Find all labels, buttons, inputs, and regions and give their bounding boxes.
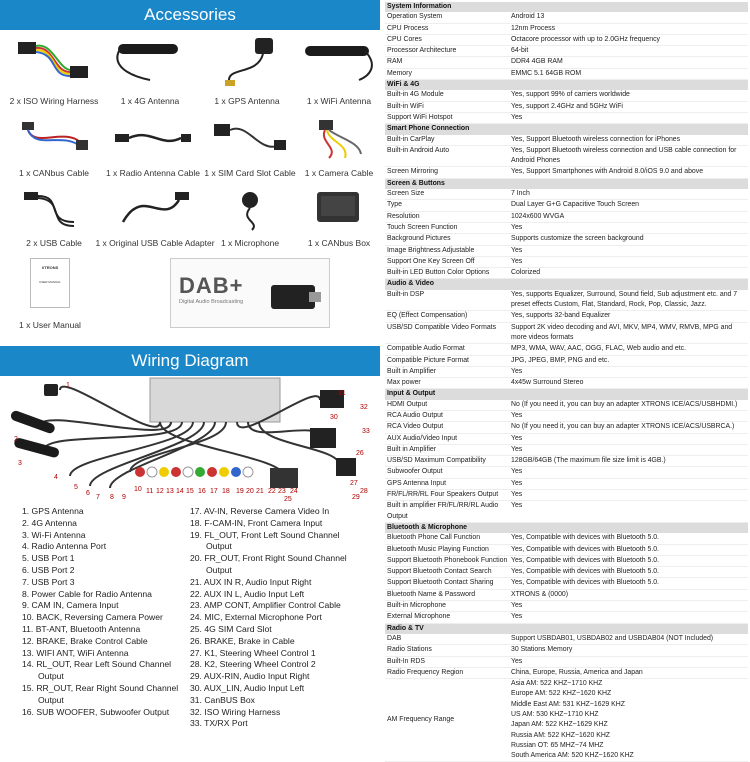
legend-item: Output	[38, 671, 64, 682]
diagram-number: 7	[96, 494, 100, 501]
spec-value: 64-bit	[511, 47, 529, 55]
spec-row	[385, 344, 748, 355]
spec-value: 128GB/64GB (The maximum file size limit is 4GB.)	[511, 457, 666, 465]
spec-key: DAB	[387, 634, 402, 642]
user-manual-image	[30, 258, 70, 308]
manual-title: USER MANUAL	[39, 280, 61, 284]
manual-brand: XTRONS	[41, 265, 59, 270]
legend-item: 11. BT-ANT, Bluetooth Antenna	[22, 623, 141, 634]
accessory-label: 2 x ISO Wiring Harness	[9, 96, 99, 106]
legend-item: 7. USB Port 3	[22, 576, 75, 587]
4g-antenna-image	[110, 36, 190, 88]
spec-section-header: Screen & Buttons	[385, 179, 748, 189]
spec-row	[385, 223, 748, 234]
spec-key: Built-in CarPlay	[387, 135, 435, 143]
spec-row	[385, 69, 748, 80]
spec-row	[385, 545, 748, 556]
legend-item: 5. USB Port 1	[22, 553, 75, 564]
spec-value: Yes	[511, 367, 523, 375]
spec-key: RAM	[387, 58, 403, 66]
spec-value: Yes	[511, 479, 523, 487]
spec-row	[385, 311, 748, 322]
accessory-gps-antenna	[205, 36, 289, 106]
legend-item: 28. K2, Steering Wheel Control 2	[190, 659, 316, 670]
accessory-usb-cable	[8, 186, 100, 248]
accessory-label: 1 x SIM Card Slot Cable	[204, 168, 296, 178]
legend-item: 25. 4G SIM Card Slot	[190, 623, 272, 634]
spec-key: Radio Frequency Region	[387, 668, 464, 676]
accessories-banner: Accessories	[0, 0, 380, 30]
spec-row	[385, 234, 748, 245]
diagram-number: 33	[362, 428, 370, 435]
accessory-wifi-antenna	[298, 36, 380, 106]
diagram-number: 25	[284, 496, 292, 503]
spec-key: FR/FL/RR/RL Four Speakers Output	[387, 491, 499, 499]
spec-row	[385, 556, 748, 567]
diagram-number: 29	[352, 494, 360, 501]
accessory-label: 1 x WiFi Antenna	[306, 96, 372, 106]
spec-section-header: Input & Output	[385, 389, 748, 399]
spec-value: Yes, support 2.4GHz and 5GHz WiFi	[511, 102, 623, 110]
spec-key: Operation System	[387, 13, 443, 21]
accessory-label: 1 x Camera Cable	[304, 168, 374, 178]
legend-item: 20. FR_OUT, Front Right Sound Channel	[190, 553, 347, 564]
spec-key: Built in Amplifier	[387, 445, 437, 453]
usb-adapter-image	[113, 186, 197, 232]
spec-key: EQ (Effect Compensation)	[387, 312, 468, 320]
spec-key: CPU Process	[387, 24, 429, 32]
sim-card-cable-image	[208, 118, 292, 162]
diagram-number: 32	[360, 404, 368, 411]
spec-value: EMMC 5.1 64GB ROM	[511, 69, 582, 77]
spec-key: Built-in Microphone	[387, 602, 446, 610]
spec-key: Bluetooth Phone Call Function	[387, 534, 481, 542]
spec-value: 12nm Process	[511, 24, 556, 32]
spec-value: Support USBDAB01, USBDAB02 and USBDAB04 (NOT Included)	[511, 634, 714, 642]
specifications-table	[385, 2, 748, 762]
diagram-number: 8	[110, 494, 114, 501]
spec-key: AUX Audio/Video Input	[387, 434, 457, 442]
spec-row	[385, 578, 748, 589]
iso-harness-image	[14, 36, 94, 88]
legend-item: 18. F-CAM-IN, Front Camera Input	[190, 517, 323, 528]
spec-section-header: Radio & TV	[385, 624, 748, 634]
spec-value: Yes, Compatible with devices with Bluetooth 5.0.	[511, 545, 659, 553]
spec-value: Yes	[511, 602, 523, 610]
legend-item: 15. RR_OUT, Rear Right Sound Channel	[22, 682, 179, 693]
spec-value: 1024x600 WVGA	[511, 212, 565, 220]
diagram-number: 12	[156, 488, 164, 495]
diagram-number: 10	[134, 486, 142, 493]
spec-row	[385, 57, 748, 68]
spec-value: China, Europe, Russia, America and Japan	[511, 668, 643, 676]
wiring-diagram-drawing	[0, 376, 380, 504]
camera-cable-image	[299, 118, 379, 162]
spec-value: Yes	[511, 502, 523, 510]
spec-row	[385, 290, 748, 312]
spec-value: Yes, Compatible with devices with Bluetooth 5.0.	[511, 579, 659, 587]
spec-value: Yes, Compatible with devices with Bluetooth 5.0.	[511, 556, 659, 564]
spec-value: Yes	[511, 468, 523, 476]
legend-item: 21. AUX IN R, Audio Input Right	[190, 576, 312, 587]
spec-key: Processor Architecture	[387, 47, 457, 55]
diagram-number: 9	[122, 494, 126, 501]
spec-value: No (If you need it, you can buy an adapter XTRONS ICE/ACS/USBHDMI.)	[511, 400, 738, 408]
spec-value: Android 13	[511, 13, 545, 21]
diagram-number: 11	[146, 488, 154, 495]
spec-key: Built in amplifier FR/FL/RR/RL Audio Output	[387, 502, 499, 520]
spec-key: Built-in DSP	[387, 290, 425, 298]
legend-item: 6. USB Port 2	[22, 564, 75, 575]
spec-row	[385, 400, 748, 411]
spec-key: HDMI Output	[387, 400, 428, 408]
legend-item: 29. AUX-RIN, Audio Input Right	[190, 671, 310, 682]
legend-item: 13. WIFI ANT, WiFi Antenna	[22, 647, 129, 658]
spec-value: XTRONS & (0000)	[511, 590, 569, 598]
spec-key: Screen Mirroring	[387, 168, 438, 176]
legend-item: 3. Wi-Fi Antenna	[22, 529, 86, 540]
spec-section-header: WiFi & 4G	[385, 80, 748, 90]
legend-item: 27. K1, Steering Wheel Control 1	[190, 647, 316, 658]
legend-item: 10. BACK, Reversing Camera Power	[22, 612, 163, 623]
diagram-number: 3	[18, 460, 22, 467]
wiring-diagram-banner: Wiring Diagram	[0, 346, 380, 376]
spec-row	[385, 200, 748, 211]
legend-item: 16. SUB WOOFER, Subwoofer Output	[22, 706, 170, 717]
accessory-label: 2 x USB Cable	[26, 238, 82, 248]
legend-item: 33. TX/RX Port	[190, 718, 248, 729]
legend-item: 4. Radio Antenna Port	[22, 541, 107, 552]
spec-key: Radio Stations	[387, 646, 432, 654]
spec-row	[385, 356, 748, 367]
spec-value: MP3, WMA, WAV, AAC, OGG, FLAC, Web audio and etc.	[511, 345, 687, 353]
spec-row	[385, 146, 748, 168]
wifi-antenna-image	[299, 36, 379, 88]
spec-row	[385, 113, 748, 124]
spec-value: No (If you need it, you can buy an adapter XTRONS ICE/ACS/USBRCA.)	[511, 423, 735, 431]
spec-row	[385, 645, 748, 656]
spec-key: AM Frequency Range	[387, 716, 455, 724]
legend-item: 8. Power Cable for Radio Antenna	[22, 588, 152, 599]
spec-key: Built-In RDS	[387, 657, 425, 665]
spec-row	[385, 490, 748, 501]
spec-key: Support Bluetooth Contact Sharing	[387, 579, 494, 587]
spec-value: Yes	[511, 434, 523, 442]
accessory-canbus-box	[298, 186, 380, 248]
spec-key: Built in Amplifier	[387, 367, 437, 375]
dab-box	[170, 258, 330, 328]
spec-row	[385, 467, 748, 478]
spec-value: Yes, Support Bluetooth wireless connection and USB cable connection for Android Phones	[511, 146, 737, 165]
diagram-number: 14	[176, 488, 184, 495]
spec-key: Compatible Picture Format	[387, 356, 469, 364]
spec-value: Supports customize the screen background	[511, 235, 644, 243]
spec-value: Asia AM: 522 KHZ~1710 KHZ Europe AM: 522 KHZ~1620 KHZ Middle East AM: 531 KHZ~1629 KHZ US AM: 530 KHZ~1710 KHZ Japan AM: 522 KHZ~1629 KHZ Russia AM: 522 KHZ~1620 KHZ Russian OT: 65 MHZ~74 MHZ South America AM: 520 KHZ~1620 KHZ	[511, 680, 634, 760]
spec-key: Subwoofer Output	[387, 468, 443, 476]
diagram-number: 1	[66, 382, 70, 389]
spec-value: Yes	[511, 113, 523, 121]
legend-item: 9. CAM IN, Camera Input	[22, 600, 119, 611]
spec-row	[385, 679, 748, 762]
dab-dongle-image	[271, 285, 315, 309]
spec-value: DDR4 4GB RAM	[511, 58, 563, 66]
dab-logo-text: DAB+	[179, 273, 244, 298]
spec-section-header: Bluetooth & Microphone	[385, 523, 748, 533]
spec-row	[385, 378, 748, 389]
spec-key: USB/SD Maximum Compatibility	[387, 457, 486, 465]
diagram-number: 13	[166, 488, 174, 495]
legend-item: 22. AUX IN L, Audio Input Left	[190, 588, 305, 599]
spec-row	[385, 35, 748, 46]
diagram-number: 2	[14, 436, 18, 443]
legend-item: 23. AMP CONT, Amplifier Control Cable	[190, 600, 341, 611]
spec-value: Yes	[511, 411, 523, 419]
legend-item: 17. AV-IN, Reverse Camera Video In	[190, 506, 330, 516]
spec-key: Memory	[387, 69, 412, 77]
spec-row	[385, 46, 748, 57]
spec-row	[385, 445, 748, 456]
accessory-label: 1 x Microphone	[220, 238, 280, 248]
spec-key: Built-in LED Button Color Options	[387, 269, 490, 277]
diagram-number: 23	[278, 488, 286, 495]
spec-row	[385, 323, 748, 345]
accessory-canbus-cable	[8, 118, 100, 178]
spec-key: Support Bluetooth Phonebook Function	[387, 556, 508, 564]
spec-key: Built-in 4G Module	[387, 91, 444, 99]
spec-row	[385, 257, 748, 268]
usb-cable-image	[14, 186, 94, 232]
diagram-number: 5	[74, 484, 78, 491]
spec-value: Yes	[511, 257, 523, 265]
spec-key: RCA Video Output	[387, 423, 444, 431]
diagram-number: 18	[222, 488, 230, 495]
spec-key: Bluetooth Music Playing Function	[387, 545, 489, 553]
spec-value: Yes	[511, 491, 523, 499]
spec-value: 30 Stations Memory	[511, 646, 573, 654]
accessory-camera-cable	[298, 118, 380, 178]
spec-key: Background Pictures	[387, 235, 451, 243]
spec-value: Dual Layer G+G Capacitive Touch Screen	[511, 201, 639, 209]
diagram-number: 28	[360, 488, 368, 495]
spec-row	[385, 12, 748, 23]
diagram-number: 15	[186, 488, 194, 495]
spec-row	[385, 567, 748, 578]
spec-row	[385, 167, 748, 178]
spec-key: Compatible Audio Format	[387, 345, 465, 353]
spec-value: Yes	[511, 445, 523, 453]
spec-row	[385, 212, 748, 223]
spec-key: GPS Antenna Input	[387, 479, 446, 487]
diagram-number: 22	[268, 488, 276, 495]
spec-row	[385, 434, 748, 445]
accessory-label: 1 x GPS Antenna	[214, 96, 280, 106]
spec-value: Yes, Support Smartphones with Android 8.0/iOS 9.0 and above	[511, 168, 704, 176]
spec-key: Support Bluetooth Contact Search	[387, 568, 492, 576]
microphone-image	[210, 186, 290, 232]
spec-key: Support WiFi Hotspot	[387, 113, 453, 121]
spec-key: Support One Key Screen Off	[387, 257, 475, 265]
spec-key: Bluetooth Name & Password	[387, 590, 476, 598]
spec-key: Screen Size	[387, 190, 425, 198]
spec-row	[385, 411, 748, 422]
diagram-number: 21	[256, 488, 264, 495]
radio-antenna-cable-image	[111, 118, 195, 162]
spec-row	[385, 456, 748, 467]
spec-row	[385, 135, 748, 146]
spec-key: Built-in Android Auto	[387, 146, 450, 154]
legend-item: 26. BRAKE, Brake in Cable	[190, 635, 295, 646]
legend-item: 2. 4G Antenna	[22, 517, 77, 528]
spec-key: Type	[387, 201, 402, 209]
spec-row	[385, 601, 748, 612]
spec-value: Yes	[511, 657, 523, 665]
gps-antenna-image	[207, 36, 287, 88]
accessory-iso-harness	[8, 36, 100, 106]
left-panel	[0, 0, 380, 750]
legend-column-right	[190, 506, 380, 730]
spec-row	[385, 479, 748, 490]
spec-section-header: Audio & Video	[385, 279, 748, 289]
legend-item: 14. RL_OUT, Rear Left Sound Channel	[22, 659, 172, 670]
spec-row	[385, 189, 748, 200]
spec-row	[385, 102, 748, 113]
legend-item: Output	[206, 541, 232, 552]
spec-section-header: Smart Phone Connection	[385, 124, 748, 134]
spec-value: Yes, supports Equalizer, Surround, Sound field, Sub adjustment etc. and 7 preset effects Custom, Flat, Standard, Rock, Pop, Classic, Jazz.	[511, 290, 738, 309]
spec-key: External Microphone	[387, 613, 451, 621]
spec-key: RCA Audio Output	[387, 411, 443, 419]
spec-row	[385, 268, 748, 279]
spec-row	[385, 668, 748, 679]
legend-item: 32. ISO Wiring Harness	[190, 706, 281, 717]
diagram-number: 6	[86, 490, 90, 497]
spec-value: Yes, support 99% of carriers worldwide	[511, 91, 630, 99]
accessory-label: 1 x User Manual	[19, 320, 81, 330]
diagram-number: 16	[198, 488, 206, 495]
spec-row	[385, 24, 748, 35]
accessory-label: 1 x Original USB Cable Adapter	[95, 238, 215, 248]
spec-key: Max power	[387, 379, 421, 387]
spec-section-header: System Information	[385, 2, 748, 12]
diagram-number: 26	[356, 450, 364, 457]
legend-column-left	[22, 506, 192, 718]
spec-row	[385, 246, 748, 257]
spec-value: Octacore processor with up to 2.0GHz frequency	[511, 35, 660, 43]
legend-item: 30. AUX_LIN, Audio Input Left	[190, 682, 305, 693]
dab-subtitle: Digital Audio Broadcasting	[179, 299, 244, 305]
spec-value: Colorized	[511, 269, 541, 277]
spec-value: JPG, JPEG, BMP, PNG and etc.	[511, 356, 610, 364]
spec-value: 7 Inch	[511, 190, 530, 198]
accessory-4g-antenna	[108, 36, 192, 106]
legend-item: 24. MIC, External Microphone Port	[190, 612, 322, 623]
spec-key: USB/SD Compatible Video Formats	[387, 323, 497, 331]
spec-row	[385, 90, 748, 101]
spec-row	[385, 590, 748, 601]
spec-row	[385, 422, 748, 433]
diagram-number: 17	[210, 488, 218, 495]
legend-item: Output	[206, 564, 232, 575]
spec-value: 4x45w Surround Stereo	[511, 379, 584, 387]
diagram-number: 30	[330, 414, 338, 421]
accessory-label: 1 x CANbus Cable	[19, 168, 89, 178]
dab-logo	[179, 273, 251, 315]
spec-row	[385, 634, 748, 645]
diagram-number: 4	[54, 474, 58, 481]
accessory-radio-antenna-cable	[105, 118, 201, 178]
spec-value: Yes	[511, 223, 523, 231]
accessory-user-manual	[8, 258, 92, 330]
diagram-number: 31	[338, 390, 346, 397]
accessory-label: 1 x Radio Antenna Cable	[105, 168, 201, 178]
legend-item: 19. FL_OUT, Front Left Sound Channel	[190, 529, 340, 540]
spec-row	[385, 533, 748, 544]
canbus-box-image	[299, 186, 379, 232]
spec-row	[385, 501, 748, 523]
legend-item: 31. CanBUS Box	[190, 694, 255, 705]
spec-value: Yes, supports 32-band Equalizer	[511, 312, 611, 320]
accessory-label: 1 x CANbus Box	[307, 238, 371, 248]
diagram-number: 19	[236, 488, 244, 495]
legend-item: 12. BRAKE, Brake Control Cable	[22, 635, 148, 646]
wiring-diagram-image	[0, 376, 380, 504]
canbus-cable-image	[14, 118, 94, 162]
spec-row	[385, 367, 748, 378]
spec-value: Yes	[511, 246, 523, 254]
accessory-label: 1 x 4G Antenna	[120, 96, 180, 106]
spec-value: Support 2K video decoding and AVI, MKV, MP4, WMV, RMVB, MPG and more videos formats	[511, 323, 733, 341]
spec-key: CPU Cores	[387, 35, 422, 43]
spec-key: Built-in WiFi	[387, 102, 424, 110]
spec-value: Yes, Compatible with devices with Bluetooth 5.0.	[511, 568, 659, 576]
diagram-number: 24	[290, 488, 298, 495]
spec-key: Image Brightness Adjustable	[387, 246, 475, 254]
diagram-number: 20	[246, 488, 254, 495]
spec-row	[385, 612, 748, 623]
legend-item: Output	[38, 694, 64, 705]
spec-value: Yes, Support Bluetooth wireless connection for iPhones	[511, 135, 681, 143]
spec-row	[385, 657, 748, 668]
spec-key: Resolution	[387, 212, 420, 220]
legend-item: 1. GPS Antenna	[22, 506, 84, 516]
spec-value: Yes	[511, 613, 523, 621]
diagram-number: 27	[350, 480, 358, 487]
spec-value: Yes, Compatible with devices with Bluetooth 5.0.	[511, 534, 659, 542]
spec-key: Touch Screen Function	[387, 223, 458, 231]
